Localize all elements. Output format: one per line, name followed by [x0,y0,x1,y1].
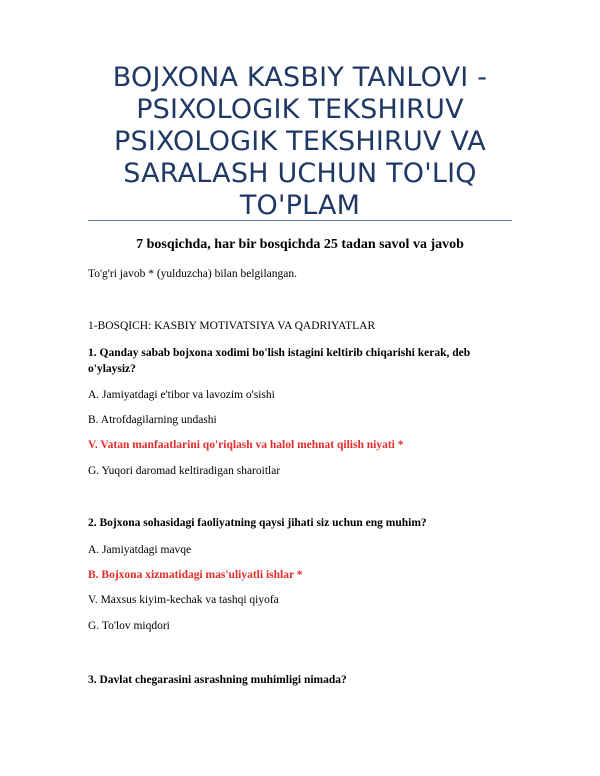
question-2-option-a: A. Jamiyatdagi mavqe [88,544,192,556]
question-1-option-g: G. Yuqori daromad keltiradigan sharoitlar [88,465,281,477]
question-2-option-v: V. Maxsus kiyim-kechak va tashqi qiyofa [88,594,279,606]
question-1-option-b: B. Atrofdagilarning undashi [88,414,217,426]
question-2-option-g: G. To'lov miqdori [88,620,170,632]
question-1-option-a: A. Jamiyatdagi e'tibor va lavozim o'sishi [88,389,275,401]
question-2: 2. Bojxona sohasidagi faoliyatning qaysi jihati siz uchun eng muhim? [88,517,427,529]
document-title: BOJXONA KASBIY TANLOVI - PSIXOLOGIK TEKSHIRUV PSIXOLOGIK TEKSHIRUV VA SARALASH UCHUN TO'LIQ TO'PLAM [112,62,488,221]
question-1: 1. Qanday sabab bojxona xodimi bo'lish istagini keltirib chiqarishi kerak, deb o'ylaysiz? [88,347,471,375]
answer-note: To'g'ri javob * (yulduzcha) bilan belgilangan. [88,268,297,280]
title-divider [88,220,512,221]
section-heading: 1-BOSQICH: KASBIY MOTIVATSIYA VA QADRIYATLAR [88,320,376,332]
question-3: 3. Davlat chegarasini asrashning muhimligi nimada? [88,674,347,686]
question-2-option-b-correct: B. Bojxona xizmatidagi mas'uliyatli ishlar * [88,569,303,581]
document-subtitle: 7 bosqichda, har bir bosqichda 25 tadan savol va javob [136,237,464,252]
question-1-option-v-correct: V. Vatan manfaatlarini qo'riqlash va halol mehnat qilish niyati * [88,439,404,451]
